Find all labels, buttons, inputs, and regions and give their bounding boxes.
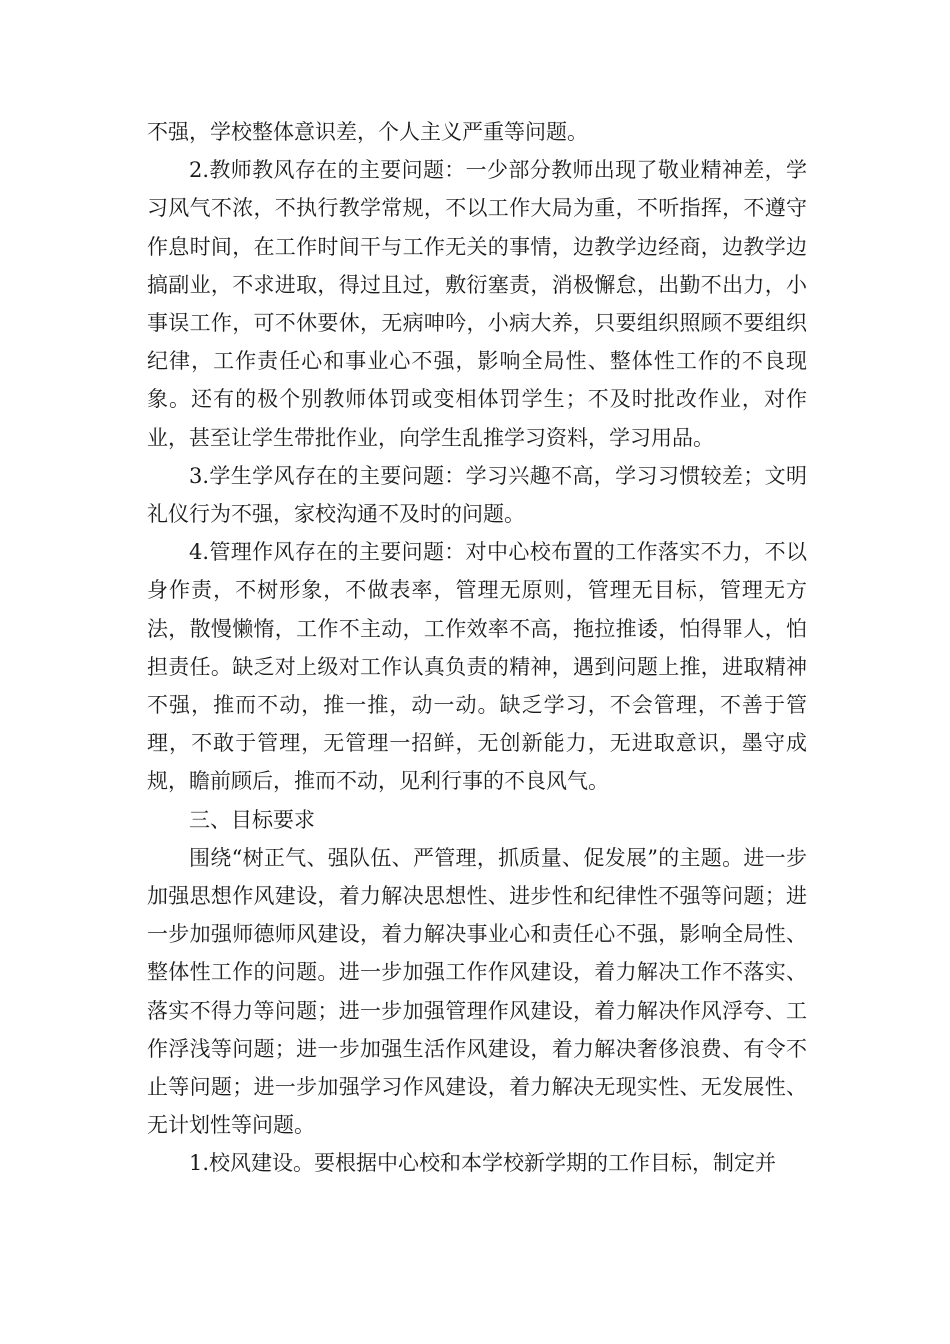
paragraph-student-style-issues: 3.学生学风存在的主要问题：学习兴趣不高，学习习惯较差；文明礼仪行为不强，家校沟通不及时的问题。 bbox=[147, 463, 807, 527]
paragraph-management-style-issues: 4.管理作风存在的主要问题：对中心校布置的工作落实不力，不以身作责，不树形象，不做表率，管理无原则，管理无目标，管理无方法，散慢懒惰，工作不主动，工作效率不高，拖拉推诿，怕得罪人，怕担责任。缺乏对上级对工作认真负责的精神，遇到问题上推，进取精神不强，推而不动，推一推，动一动。缺乏学习，不会管理，不善于管理，不敢于管理，无管理一招鲜，无创新能力，无进取意识，墨守成规，瞻前顾后，推而不动，见利行事的不良风气。 bbox=[147, 540, 807, 794]
paragraph-goals-theme: 围绕“树正气、强队伍、严管理，抓质量、促发展”的主题。进一步加强思想作风建设，着力解决思想性、进步性和纪律性不强等问题；进一步加强师德师风建设，着力解决事业心和责任心不强，影响全局性、整体性工作的问题。进一步加强工作作风建设，着力解决工作不落实、落实不得力等问题；进一步加强管理作风建设，着力解决作风浮夸、工作浮浅等问题；进一步加强生活作风建设，着力解决奢侈浪费、有令不止等问题；进一步加强学习作风建设，着力解决无现实性、无发展性、无计划性等问题。 bbox=[147, 845, 807, 1138]
document-body bbox=[147, 113, 807, 1183]
section-heading-goals: 三、目标要求 bbox=[189, 807, 315, 832]
paragraph-school-style-building: 1.校风建设。要根据中心校和本学校新学期的工作目标，制定并 bbox=[189, 1151, 777, 1176]
paragraph-teacher-style-issues: 2.教师教风存在的主要问题：一少部分教师出现了敬业精神差，学习风气不浓，不执行教学常规，不以工作大局为重，不听指挥，不遵守作息时间，在工作时间干与工作无关的事情，边教学边经商，边教学边搞副业，不求进取，得过且过，敷衍塞责，消极懈怠，出勤不出力，小事误工作，可不休要休，无病呻吟，小病大养，只要组织照顾不要组织纪律，工作责任心和事业心不强，影响全局性、整体性工作的不良现象。还有的极个别教师体罚或变相体罚学生；不及时批改作业，对作业，甚至让学生带批作业，向学生乱推学习资料，学习用品。 bbox=[147, 158, 807, 450]
paragraph-continuation: 不强，学校整体意识差，个人主义严重等问题。 bbox=[147, 120, 588, 144]
